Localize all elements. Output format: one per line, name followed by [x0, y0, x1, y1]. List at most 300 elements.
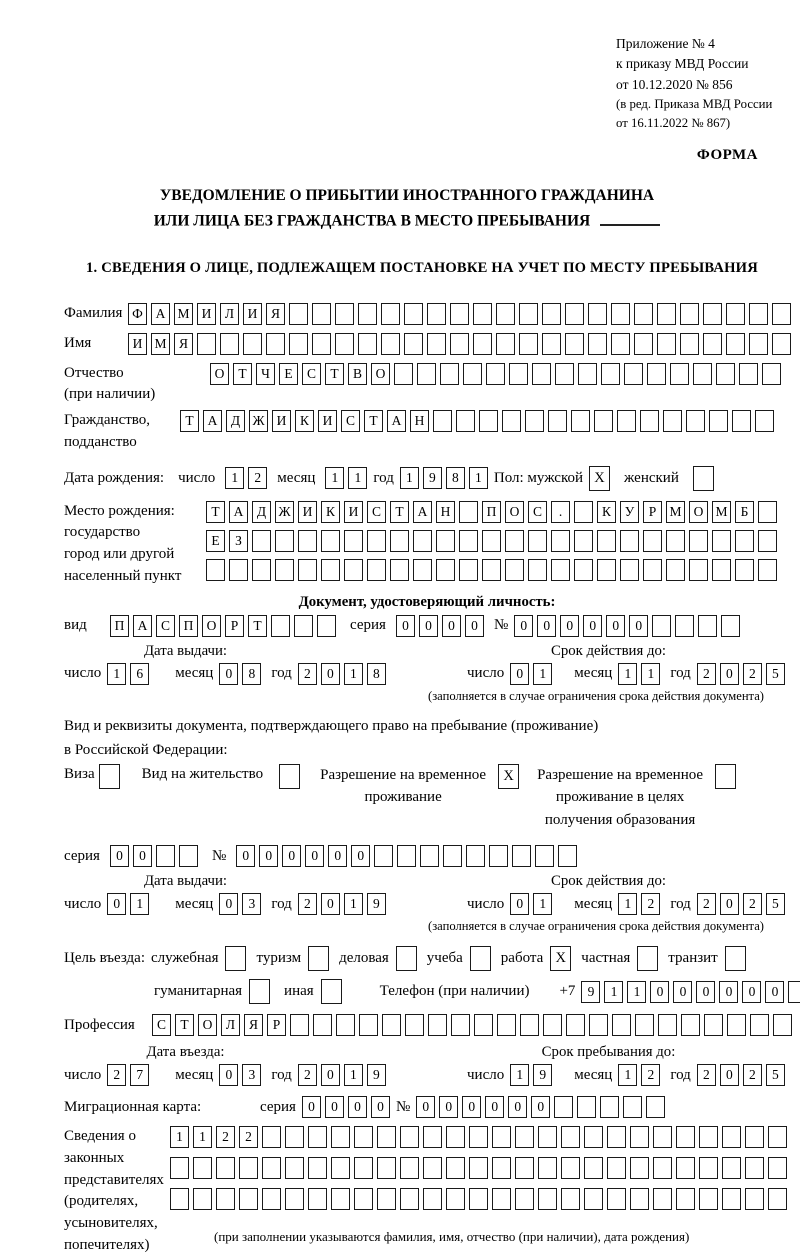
- form-cell-empty[interactable]: [400, 1188, 419, 1210]
- form-cell-filled[interactable]: 0: [510, 663, 529, 685]
- form-cell-filled[interactable]: И: [197, 303, 216, 325]
- form-cell-filled[interactable]: 8: [242, 663, 261, 685]
- form-cell-filled[interactable]: 2: [107, 1064, 126, 1086]
- form-cell-empty[interactable]: [335, 303, 354, 325]
- form-cell-filled[interactable]: 1: [344, 893, 363, 915]
- form-cell-empty[interactable]: [551, 530, 570, 552]
- form-cell-empty[interactable]: [749, 303, 768, 325]
- form-cell-empty[interactable]: [262, 1126, 281, 1148]
- form-cell-empty[interactable]: [607, 1157, 626, 1179]
- form-cell-filled[interactable]: 1: [344, 663, 363, 685]
- form-cell-filled[interactable]: 0: [321, 893, 340, 915]
- form-cell-filled[interactable]: 2: [298, 663, 317, 685]
- form-cell-empty[interactable]: [396, 946, 417, 971]
- form-cell-empty[interactable]: [298, 530, 317, 552]
- form-cell-empty[interactable]: [321, 559, 340, 581]
- form-cell-filled[interactable]: М: [666, 501, 685, 523]
- form-cell-empty[interactable]: [571, 410, 590, 432]
- form-cell-filled[interactable]: Ч: [256, 363, 275, 385]
- form-cell-filled[interactable]: 1: [107, 663, 126, 685]
- form-cell-filled[interactable]: П: [179, 615, 198, 637]
- form-cell-empty[interactable]: [289, 333, 308, 355]
- form-cell-filled[interactable]: С: [152, 1014, 171, 1036]
- form-cell-filled[interactable]: 0: [305, 845, 324, 867]
- form-cell-filled[interactable]: А: [151, 303, 170, 325]
- form-cell-empty[interactable]: [377, 1157, 396, 1179]
- form-cell-empty[interactable]: [413, 530, 432, 552]
- form-cell-empty[interactable]: [528, 559, 547, 581]
- form-cell-empty[interactable]: [561, 1157, 580, 1179]
- form-cell-empty[interactable]: [588, 333, 607, 355]
- form-cell-empty[interactable]: [225, 946, 246, 971]
- form-cell-empty[interactable]: [451, 1014, 470, 1036]
- form-cell-filled[interactable]: Д: [252, 501, 271, 523]
- form-cell-empty[interactable]: [675, 615, 694, 637]
- form-cell-empty[interactable]: [574, 501, 593, 523]
- form-cell-empty[interactable]: [574, 530, 593, 552]
- form-cell-filled[interactable]: З: [229, 530, 248, 552]
- form-cell-filled[interactable]: 5: [766, 893, 785, 915]
- form-cell-empty[interactable]: [492, 1188, 511, 1210]
- form-cell-filled[interactable]: 0: [720, 1064, 739, 1086]
- form-cell-empty[interactable]: [773, 1014, 792, 1036]
- form-cell-empty[interactable]: [699, 1157, 718, 1179]
- form-cell-filled[interactable]: Т: [175, 1014, 194, 1036]
- form-cell-empty[interactable]: [469, 1126, 488, 1148]
- form-cell-empty[interactable]: [768, 1188, 787, 1210]
- form-cell-empty[interactable]: [565, 303, 584, 325]
- form-cell-empty[interactable]: [459, 501, 478, 523]
- form-cell-filled[interactable]: 5: [766, 1064, 785, 1086]
- form-cell-empty[interactable]: [313, 1014, 332, 1036]
- form-cell-filled[interactable]: 0: [110, 845, 129, 867]
- form-cell-empty[interactable]: [423, 1157, 442, 1179]
- form-cell-empty[interactable]: [216, 1157, 235, 1179]
- form-cell-filled[interactable]: 0: [673, 981, 692, 1003]
- form-cell-empty[interactable]: [394, 363, 413, 385]
- form-cell-empty[interactable]: [745, 1188, 764, 1210]
- form-cell-empty[interactable]: [617, 410, 636, 432]
- form-cell-empty[interactable]: [750, 1014, 769, 1036]
- form-cell-empty[interactable]: [505, 530, 524, 552]
- form-cell-empty[interactable]: [578, 363, 597, 385]
- form-cell-filled[interactable]: 2: [697, 663, 716, 685]
- form-cell-empty[interactable]: [193, 1188, 212, 1210]
- form-cell-empty[interactable]: [377, 1126, 396, 1148]
- form-cell-filled[interactable]: 1: [130, 893, 149, 915]
- form-cell-empty[interactable]: [601, 363, 620, 385]
- form-cell-empty[interactable]: [745, 1157, 764, 1179]
- form-cell-empty[interactable]: [515, 1188, 534, 1210]
- form-cell-empty[interactable]: [456, 410, 475, 432]
- form-cell-filled[interactable]: 0: [219, 663, 238, 685]
- form-cell-filled[interactable]: Ф: [128, 303, 147, 325]
- form-cell-empty[interactable]: [279, 764, 300, 789]
- form-cell-filled[interactable]: 0: [282, 845, 301, 867]
- form-cell-filled[interactable]: Т: [364, 410, 383, 432]
- form-cell-filled[interactable]: 1: [618, 893, 637, 915]
- form-cell-empty[interactable]: [197, 333, 216, 355]
- form-cell-filled[interactable]: И: [272, 410, 291, 432]
- form-cell-filled[interactable]: 1: [533, 893, 552, 915]
- form-cell-empty[interactable]: [758, 559, 777, 581]
- form-cell-empty[interactable]: [538, 1126, 557, 1148]
- form-cell-filled[interactable]: 1: [627, 981, 646, 1003]
- form-cell-empty[interactable]: [768, 1126, 787, 1148]
- form-cell-empty[interactable]: [294, 615, 313, 637]
- form-cell-empty[interactable]: [704, 1014, 723, 1036]
- form-cell-filled[interactable]: 2: [298, 893, 317, 915]
- form-cell-empty[interactable]: [643, 559, 662, 581]
- form-cell-empty[interactable]: [390, 530, 409, 552]
- form-cell-empty[interactable]: [680, 303, 699, 325]
- form-cell-empty[interactable]: [492, 1126, 511, 1148]
- form-cell-empty[interactable]: [397, 845, 416, 867]
- form-cell-empty[interactable]: [289, 303, 308, 325]
- form-cell-filled[interactable]: 0: [419, 615, 438, 637]
- form-cell-filled[interactable]: 0: [351, 845, 370, 867]
- form-cell-filled[interactable]: И: [318, 410, 337, 432]
- form-cell-empty[interactable]: [758, 530, 777, 552]
- form-cell-filled[interactable]: 0: [328, 845, 347, 867]
- form-cell-filled[interactable]: К: [597, 501, 616, 523]
- form-cell-empty[interactable]: [423, 1188, 442, 1210]
- form-cell-empty[interactable]: [344, 559, 363, 581]
- form-cell-filled[interactable]: 0: [650, 981, 669, 1003]
- form-cell-filled[interactable]: 6: [130, 663, 149, 685]
- form-cell-empty[interactable]: [331, 1157, 350, 1179]
- form-cell-empty[interactable]: [308, 1188, 327, 1210]
- form-cell-empty[interactable]: [554, 1096, 573, 1118]
- form-cell-filled[interactable]: 2: [697, 893, 716, 915]
- form-cell-filled[interactable]: 0: [560, 615, 579, 637]
- form-cell-filled[interactable]: О: [505, 501, 524, 523]
- form-cell-empty[interactable]: [420, 845, 439, 867]
- form-cell-filled[interactable]: 9: [367, 1064, 386, 1086]
- form-cell-filled[interactable]: И: [298, 501, 317, 523]
- form-cell-empty[interactable]: [358, 333, 377, 355]
- form-cell-empty[interactable]: [271, 615, 290, 637]
- form-cell-empty[interactable]: [381, 333, 400, 355]
- form-cell-empty[interactable]: [404, 333, 423, 355]
- form-cell-filled[interactable]: 1: [618, 1064, 637, 1086]
- form-cell-empty[interactable]: [722, 1126, 741, 1148]
- form-cell-empty[interactable]: [680, 333, 699, 355]
- form-cell-empty[interactable]: [749, 333, 768, 355]
- form-cell-filled[interactable]: Н: [410, 410, 429, 432]
- form-cell-empty[interactable]: [722, 1188, 741, 1210]
- form-cell-filled[interactable]: 9: [533, 1064, 552, 1086]
- form-cell-empty[interactable]: [635, 1014, 654, 1036]
- form-cell-empty[interactable]: [354, 1188, 373, 1210]
- form-cell-filled[interactable]: 0: [765, 981, 784, 1003]
- form-cell-empty[interactable]: [755, 410, 774, 432]
- form-cell-filled[interactable]: О: [202, 615, 221, 637]
- form-cell-empty[interactable]: [709, 410, 728, 432]
- form-cell-empty[interactable]: [358, 303, 377, 325]
- form-cell-empty[interactable]: [423, 1126, 442, 1148]
- form-cell-empty[interactable]: [600, 1096, 619, 1118]
- form-cell-empty[interactable]: [427, 333, 446, 355]
- form-cell-empty[interactable]: [561, 1188, 580, 1210]
- form-cell-filled[interactable]: 0: [719, 981, 738, 1003]
- form-cell-filled[interactable]: 8: [446, 467, 465, 489]
- form-cell-empty[interactable]: [745, 1126, 764, 1148]
- form-cell-empty[interactable]: [492, 1157, 511, 1179]
- form-cell-empty[interactable]: [446, 1188, 465, 1210]
- form-cell-empty[interactable]: [206, 559, 225, 581]
- form-cell-empty[interactable]: [558, 845, 577, 867]
- form-cell-empty[interactable]: [681, 1014, 700, 1036]
- form-cell-empty[interactable]: [298, 559, 317, 581]
- form-cell-filled[interactable]: 1: [225, 467, 244, 489]
- form-cell-filled[interactable]: 0: [133, 845, 152, 867]
- form-cell-filled[interactable]: 2: [743, 893, 762, 915]
- form-cell-empty[interactable]: [663, 410, 682, 432]
- form-cell-filled[interactable]: Е: [279, 363, 298, 385]
- form-cell-empty[interactable]: [658, 1014, 677, 1036]
- form-cell-filled[interactable]: 0: [606, 615, 625, 637]
- form-cell-empty[interactable]: [285, 1157, 304, 1179]
- form-cell-empty[interactable]: [459, 559, 478, 581]
- form-cell-filled[interactable]: И: [128, 333, 147, 355]
- form-cell-empty[interactable]: [400, 1157, 419, 1179]
- form-cell-empty[interactable]: [377, 1188, 396, 1210]
- form-cell-filled[interactable]: В: [348, 363, 367, 385]
- form-cell-empty[interactable]: [620, 559, 639, 581]
- form-cell-empty[interactable]: [620, 530, 639, 552]
- form-cell-filled[interactable]: 1: [170, 1126, 189, 1148]
- form-cell-empty[interactable]: [515, 1157, 534, 1179]
- form-cell-filled[interactable]: 0: [531, 1096, 550, 1118]
- form-cell-filled[interactable]: 0: [465, 615, 484, 637]
- form-cell-empty[interactable]: [666, 530, 685, 552]
- form-cell-empty[interactable]: [630, 1157, 649, 1179]
- form-cell-filled[interactable]: Е: [206, 530, 225, 552]
- form-cell-filled[interactable]: 2: [641, 893, 660, 915]
- form-cell-empty[interactable]: [229, 559, 248, 581]
- form-cell-filled[interactable]: 0: [439, 1096, 458, 1118]
- form-cell-filled[interactable]: 2: [239, 1126, 258, 1148]
- form-cell-empty[interactable]: [262, 1188, 281, 1210]
- form-cell-empty[interactable]: [473, 303, 492, 325]
- form-cell-empty[interactable]: [405, 1014, 424, 1036]
- form-cell-empty[interactable]: [735, 559, 754, 581]
- form-cell-empty[interactable]: [482, 530, 501, 552]
- form-cell-empty[interactable]: [676, 1157, 695, 1179]
- form-cell-empty[interactable]: [505, 559, 524, 581]
- form-cell-empty[interactable]: [446, 1157, 465, 1179]
- form-cell-empty[interactable]: [512, 845, 531, 867]
- form-cell-empty[interactable]: [653, 1126, 672, 1148]
- form-cell-empty[interactable]: [597, 559, 616, 581]
- form-cell-empty[interactable]: [542, 333, 561, 355]
- form-cell-empty[interactable]: [220, 333, 239, 355]
- form-cell-filled[interactable]: П: [482, 501, 501, 523]
- form-cell-empty[interactable]: [630, 1126, 649, 1148]
- form-cell-filled[interactable]: 1: [533, 663, 552, 685]
- form-cell-filled[interactable]: 2: [743, 663, 762, 685]
- form-cell-empty[interactable]: [624, 363, 643, 385]
- form-cell-empty[interactable]: [772, 303, 791, 325]
- form-cell-empty[interactable]: [170, 1188, 189, 1210]
- form-cell-empty[interactable]: [482, 559, 501, 581]
- form-cell-empty[interactable]: [367, 530, 386, 552]
- form-cell-empty[interactable]: [584, 1188, 603, 1210]
- form-cell-filled[interactable]: 0: [371, 1096, 390, 1118]
- form-cell-empty[interactable]: [321, 979, 342, 1004]
- form-cell-empty[interactable]: [538, 1157, 557, 1179]
- form-cell-empty[interactable]: [479, 410, 498, 432]
- form-cell-empty[interactable]: [519, 303, 538, 325]
- form-cell-filled[interactable]: Я: [266, 303, 285, 325]
- form-cell-filled[interactable]: 0: [629, 615, 648, 637]
- form-cell-filled[interactable]: 9: [423, 467, 442, 489]
- form-cell-filled[interactable]: К: [295, 410, 314, 432]
- form-cell-empty[interactable]: [551, 559, 570, 581]
- form-cell-filled[interactable]: 2: [641, 1064, 660, 1086]
- form-cell-empty[interactable]: [538, 1188, 557, 1210]
- form-cell-filled[interactable]: 1: [193, 1126, 212, 1148]
- form-cell-empty[interactable]: [317, 615, 336, 637]
- form-cell-empty[interactable]: [532, 363, 551, 385]
- form-cell-filled[interactable]: 1: [348, 467, 367, 489]
- form-cell-empty[interactable]: [607, 1188, 626, 1210]
- form-cell-empty[interactable]: [712, 530, 731, 552]
- form-cell-empty[interactable]: [509, 363, 528, 385]
- form-cell-empty[interactable]: [249, 979, 270, 1004]
- form-cell-empty[interactable]: [252, 559, 271, 581]
- form-cell-empty[interactable]: [666, 559, 685, 581]
- form-cell-filled[interactable]: 1: [641, 663, 660, 685]
- form-cell-filled[interactable]: 0: [219, 1064, 238, 1086]
- form-cell-empty[interactable]: [716, 363, 735, 385]
- form-cell-filled[interactable]: 0: [325, 1096, 344, 1118]
- form-cell-empty[interactable]: [788, 981, 800, 1003]
- form-cell-empty[interactable]: [653, 1188, 672, 1210]
- form-cell-empty[interactable]: [312, 303, 331, 325]
- form-cell-filled[interactable]: 1: [400, 467, 419, 489]
- form-cell-empty[interactable]: [486, 363, 505, 385]
- form-cell-empty[interactable]: [703, 303, 722, 325]
- form-cell-empty[interactable]: [727, 1014, 746, 1036]
- form-cell-empty[interactable]: [450, 303, 469, 325]
- form-cell-empty[interactable]: [400, 1126, 419, 1148]
- form-cell-filled[interactable]: Т: [180, 410, 199, 432]
- form-cell-filled[interactable]: Я: [244, 1014, 263, 1036]
- form-cell-filled[interactable]: Б: [735, 501, 754, 523]
- form-cell-filled[interactable]: .: [551, 501, 570, 523]
- form-cell-filled[interactable]: Я: [174, 333, 193, 355]
- form-cell-empty[interactable]: [768, 1157, 787, 1179]
- form-cell-filled[interactable]: Р: [643, 501, 662, 523]
- form-cell-empty[interactable]: [497, 1014, 516, 1036]
- form-cell-empty[interactable]: [542, 303, 561, 325]
- form-cell-empty[interactable]: [308, 946, 329, 971]
- form-cell-filled[interactable]: 2: [216, 1126, 235, 1148]
- form-cell-filled[interactable]: У: [620, 501, 639, 523]
- form-cell-empty[interactable]: [285, 1126, 304, 1148]
- form-cell-filled[interactable]: Т: [206, 501, 225, 523]
- form-cell-empty[interactable]: [354, 1126, 373, 1148]
- form-cell-empty[interactable]: [474, 1014, 493, 1036]
- form-cell-filled[interactable]: 0: [537, 615, 556, 637]
- form-cell-empty[interactable]: [335, 333, 354, 355]
- form-cell-filled[interactable]: 0: [259, 845, 278, 867]
- form-cell-empty[interactable]: [239, 1157, 258, 1179]
- form-cell-empty[interactable]: [693, 466, 714, 491]
- form-cell-empty[interactable]: [686, 410, 705, 432]
- form-cell-filled[interactable]: М: [174, 303, 193, 325]
- form-cell-filled[interactable]: 9: [367, 893, 386, 915]
- form-cell-filled[interactable]: И: [243, 303, 262, 325]
- form-cell-empty[interactable]: [646, 1096, 665, 1118]
- form-cell-empty[interactable]: [758, 501, 777, 523]
- form-cell-filled[interactable]: 0: [442, 615, 461, 637]
- form-cell-empty[interactable]: [584, 1157, 603, 1179]
- form-cell-empty[interactable]: [722, 1157, 741, 1179]
- form-cell-filled[interactable]: 0: [485, 1096, 504, 1118]
- form-cell-filled[interactable]: 0: [583, 615, 602, 637]
- form-cell-filled[interactable]: М: [151, 333, 170, 355]
- form-cell-filled[interactable]: 0: [696, 981, 715, 1003]
- form-cell-empty[interactable]: [725, 946, 746, 971]
- form-cell-empty[interactable]: [243, 333, 262, 355]
- form-cell-empty[interactable]: [584, 1126, 603, 1148]
- form-cell-filled[interactable]: А: [413, 501, 432, 523]
- form-cell-filled[interactable]: А: [203, 410, 222, 432]
- form-cell-empty[interactable]: [179, 845, 198, 867]
- form-cell-empty[interactable]: [446, 1126, 465, 1148]
- form-cell-empty[interactable]: [436, 559, 455, 581]
- form-cell-empty[interactable]: [344, 530, 363, 552]
- form-cell-filled[interactable]: А: [229, 501, 248, 523]
- form-cell-filled[interactable]: О: [210, 363, 229, 385]
- form-cell-empty[interactable]: [676, 1126, 695, 1148]
- form-cell-empty[interactable]: [99, 764, 120, 789]
- form-cell-filled[interactable]: М: [712, 501, 731, 523]
- form-cell-empty[interactable]: [436, 530, 455, 552]
- form-cell-empty[interactable]: [463, 363, 482, 385]
- form-cell-empty[interactable]: [262, 1157, 281, 1179]
- form-cell-empty[interactable]: [555, 363, 574, 385]
- form-cell-empty[interactable]: [653, 1157, 672, 1179]
- form-cell-empty[interactable]: [640, 410, 659, 432]
- form-cell-filled[interactable]: 1: [510, 1064, 529, 1086]
- form-cell-filled[interactable]: 0: [720, 893, 739, 915]
- form-cell-empty[interactable]: [607, 1126, 626, 1148]
- form-cell-empty[interactable]: [502, 410, 521, 432]
- form-cell-empty[interactable]: [428, 1014, 447, 1036]
- form-cell-filled[interactable]: О: [198, 1014, 217, 1036]
- form-cell-empty[interactable]: [252, 530, 271, 552]
- form-cell-empty[interactable]: [643, 530, 662, 552]
- form-cell-empty[interactable]: [359, 1014, 378, 1036]
- form-cell-empty[interactable]: [726, 333, 745, 355]
- form-cell-empty[interactable]: [216, 1188, 235, 1210]
- form-cell-empty[interactable]: [634, 303, 653, 325]
- form-cell-filled[interactable]: X: [550, 946, 571, 971]
- form-cell-empty[interactable]: [496, 303, 515, 325]
- form-cell-empty[interactable]: [390, 559, 409, 581]
- form-cell-empty[interactable]: [312, 333, 331, 355]
- form-cell-empty[interactable]: [588, 303, 607, 325]
- form-cell-empty[interactable]: [443, 845, 462, 867]
- form-cell-filled[interactable]: 0: [462, 1096, 481, 1118]
- form-cell-filled[interactable]: 1: [618, 663, 637, 685]
- form-cell-empty[interactable]: [670, 363, 689, 385]
- form-cell-empty[interactable]: [427, 303, 446, 325]
